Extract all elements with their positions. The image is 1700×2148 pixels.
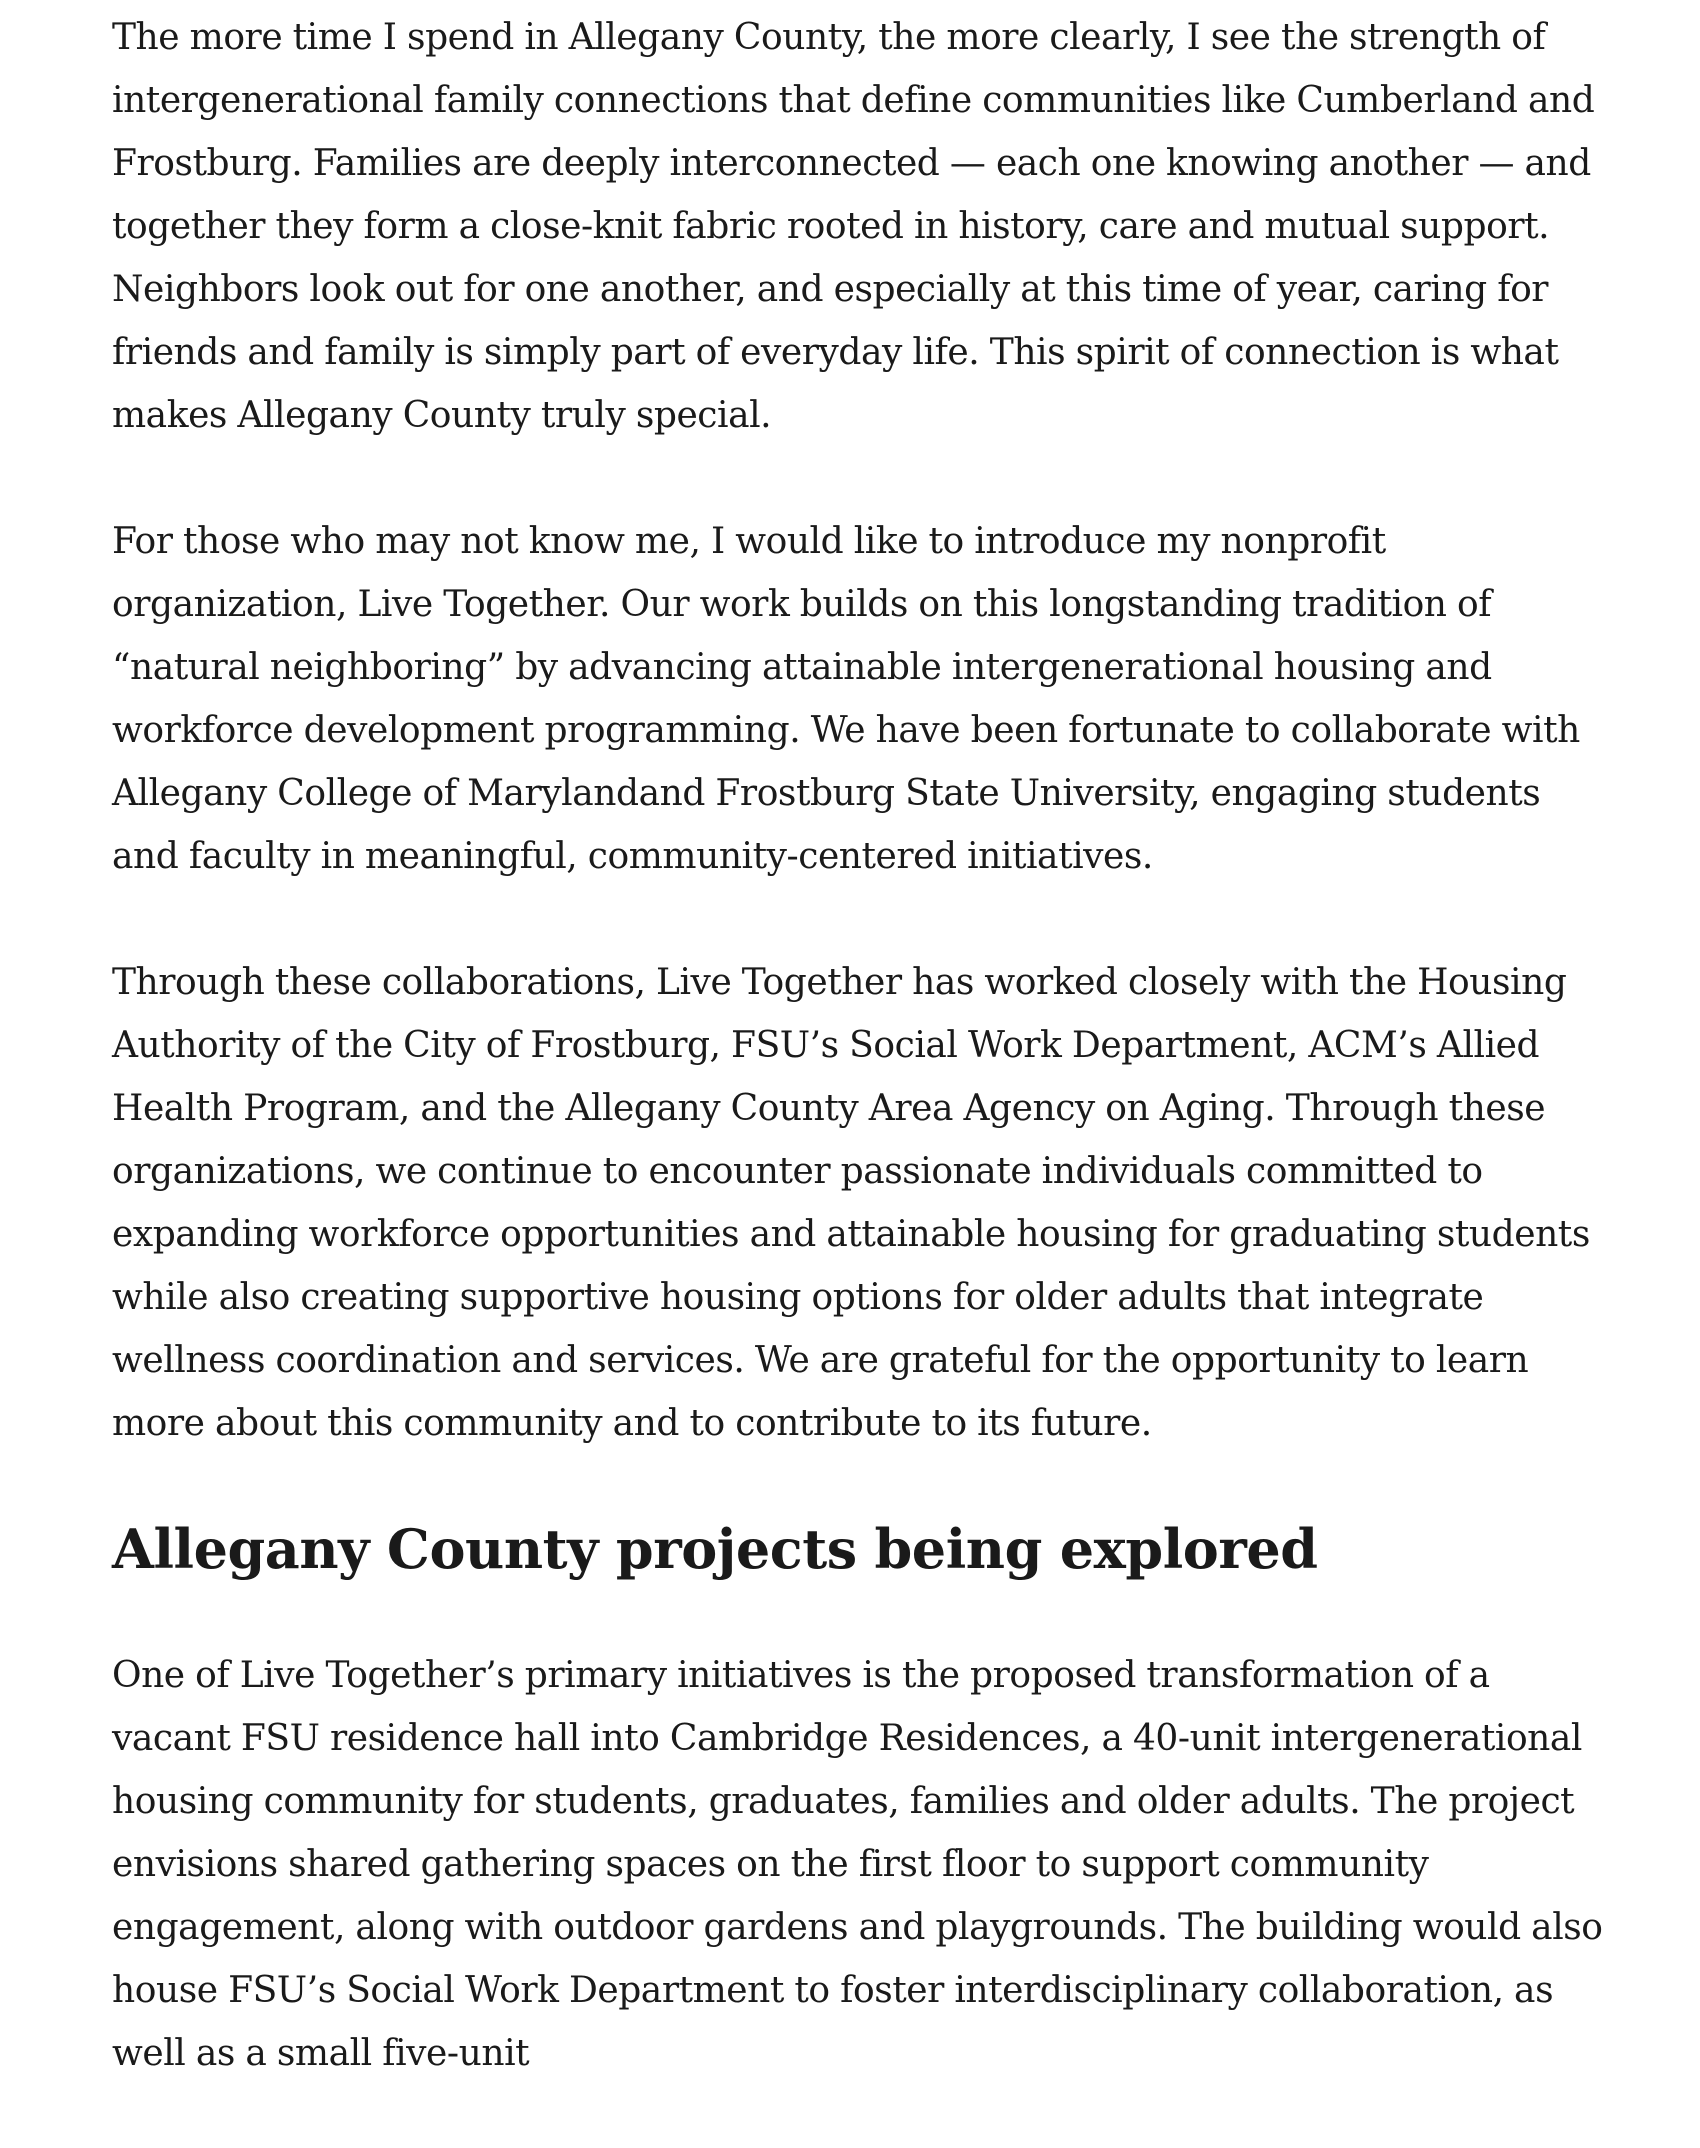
- article-body: [112, 6, 1612, 2148]
- article-paragraph-3: Through these collaborations, Live Together has worked closely with the Housing Authority of the City of Frostburg, FSU’s Social Work Department, ACM’s Allied Health Program, and the Allegany County Area Agency on Aging. Through these organizations, we continue to encounter passionate individuals committed to expanding workforce opportunities and attainable housing for graduating students while also creating supportive housing options for older adults that integrate wellness coordination and services. We are grateful for the opportunity to learn more about this community and to contribute to its future.: [112, 962, 1590, 1444]
- section-subheading: Allegany County projects being explored: [112, 1517, 1318, 1581]
- article-paragraph-1: The more time I spend in Allegany County, the more clearly, I see the strength of intergenerational family connections that define communities like Cumberland and Frostburg. Families are deeply interconnected — each one knowing another — and together they form a close-knit fabric rooted in history, care and mutual support. Neighbors look out for one another, and especially at this time of year, caring for friends and family is simply part of everyday life. This spirit of connection is what makes Allegany County truly special.: [112, 17, 1595, 436]
- article-paragraph-4: One of Live Together’s primary initiatives is the proposed transformation of a vacant FSU residence hall into Cambridge Residences, a 40-unit intergenerational housing community for students, graduates, families and older adults. The project envisions shared gathering spaces on the first floor to support community engagement, along with outdoor gardens and playgrounds. The building would also house FSU’s Social Work Department to foster interdisciplinary collaboration, as well as a small five-unit: [112, 1655, 1603, 2074]
- article-paragraph-2: For those who may not know me, I would like to introduce my nonprofit organization, Live Together. Our work builds on this longstanding tradition of “natural neighboring” by advancing attainable intergenerational housing and workforce development programming. We have been fortunate to collaborate with Allegany College of Marylandand Frostburg State University, engaging students and faculty in meaningful, community-centered initiatives.: [112, 521, 1580, 877]
